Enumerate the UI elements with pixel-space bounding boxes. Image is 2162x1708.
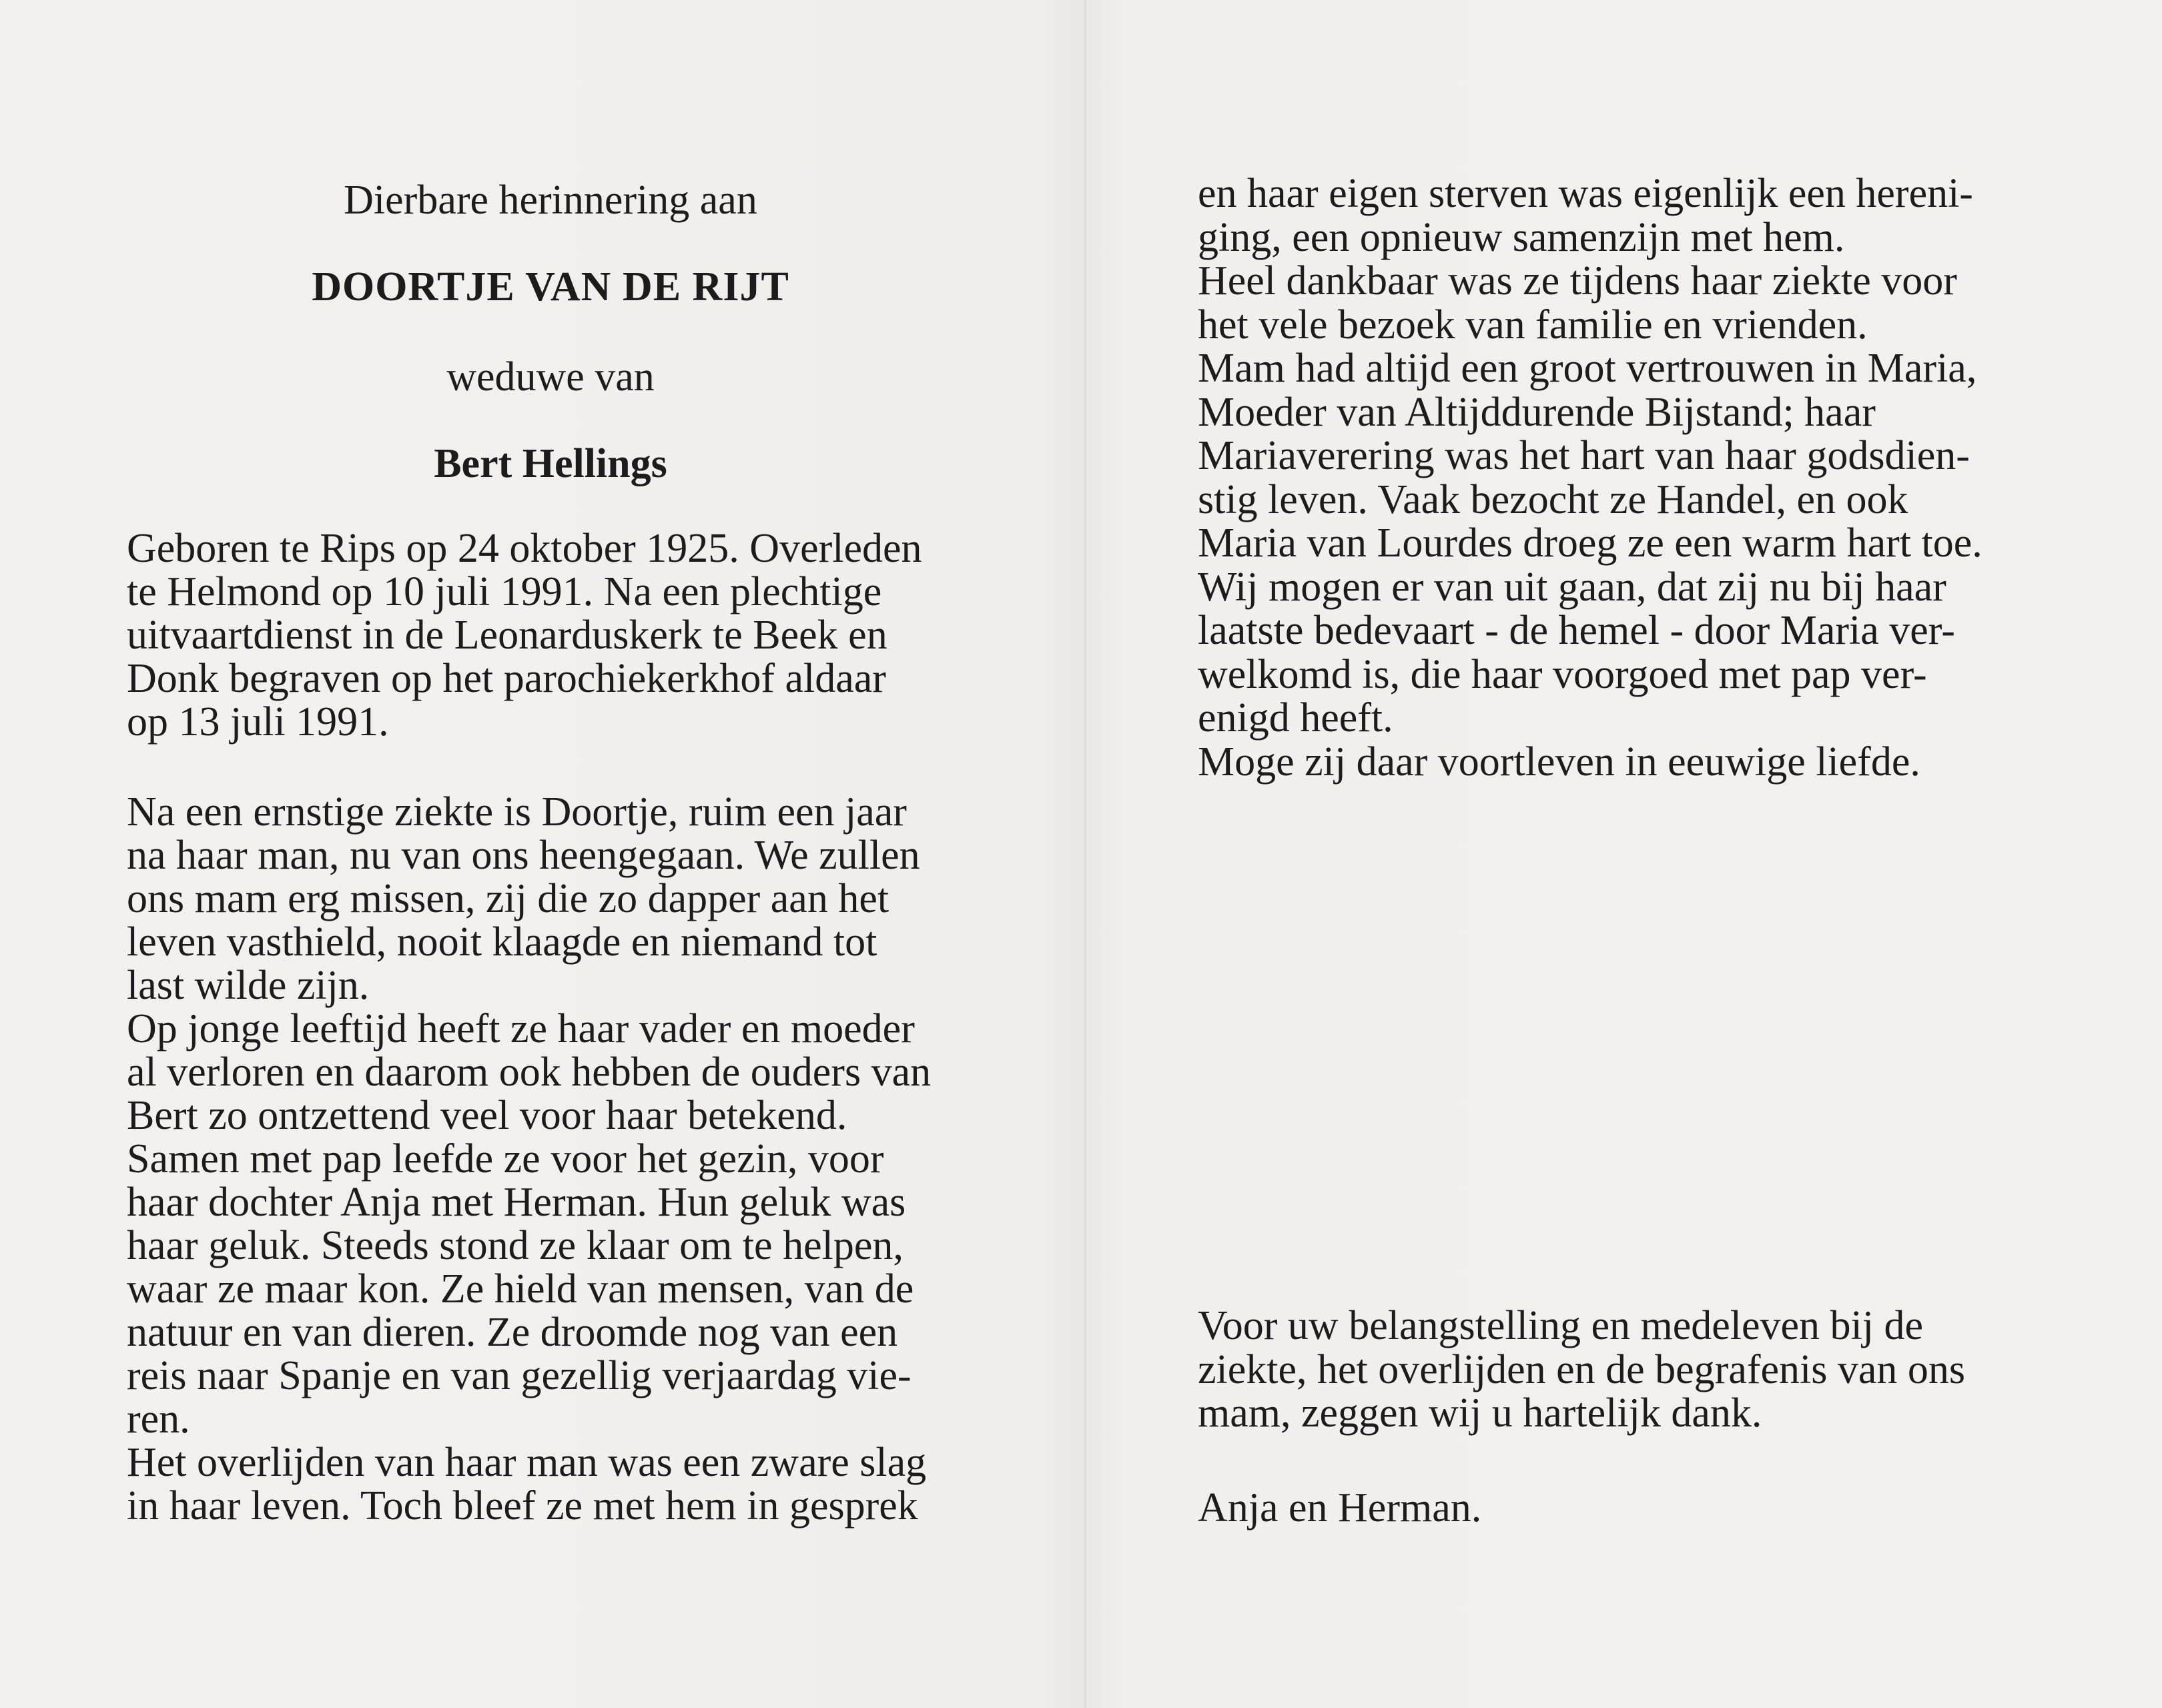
deceased-name: DOORTJE VAN DE RIJT: [312, 264, 789, 310]
left-page: [127, 0, 974, 1708]
signature: Anja en Herman.: [1198, 1485, 1482, 1531]
spouse-name: Bert Hellings: [434, 441, 667, 486]
thanks-paragraph: Voor uw belangstelling en medeleven bij de ziekte, het overlijden en de begrafenis van ons mam, zeggen wij u hartelijk dank.: [1198, 1303, 1965, 1436]
right-page: [1198, 0, 2049, 1708]
intro-line: Dierbare herinnering aan: [344, 177, 757, 223]
birth-death-paragraph: Geboren te Rips op 24 oktober 1925. Overleden te Helmond op 10 juli 1991. Na een plechtige uitvaartdienst in de Leonarduskerk te Beek en Donk begraven op het parochiekerkhof aldaar op 13 juli 1991.: [127, 526, 922, 745]
card-fold: [1084, 0, 1088, 1708]
story-paragraph-right: en haar eigen sterven was eigenlijk een hereni- ging, een opnieuw samenzijn met hem. Heel dankbaar was ze tijdens haar ziekte voor het vele bezoek van familie en vrienden. Mam had altijd een groot vertrouwen in Maria, Moeder van Altijddurende Bijstand; haar Mariaverering was het hart van haar godsdien- stig leven. Vaak bezocht ze Handel, en ook Maria van Lourdes droeg ze een warm hart toe. Wij mogen er van uit gaan, dat zij nu bij haar laatste bedevaart - de hemel - door Maria ver- welkomd is, die haar voorgoed met pap ver- enigd heeft. Moge zij daar voortleven in eeuwige liefde.: [1198, 171, 1983, 785]
story-paragraph-left: Na een ernstige ziekte is Doortje, ruim een jaar na haar man, nu van ons heengegaan. We zullen ons mam erg missen, zij die zo dapper aan het leven vasthield, nooit klaagde en niemand tot last wilde zijn. Op jonge leeftijd heeft ze haar vader en moeder al verloren en daarom ook hebben de ouders van Bert zo ontzettend veel voor haar betekend. Samen met pap leefde ze voor het gezin, voor haar dochter Anja met Herman. Hun geluk was haar geluk. Steeds stond ze klaar om te helpen, waar ze maar kon. Ze hield van mensen, van de natuur en van dieren. Ze droomde nog van een reis naar Spanje en van gezellig verjaardag vie- ren. Het overlijden van haar man was een zware slag in haar leven. Toch bleef ze met hem in gesprek: [127, 789, 932, 1529]
widow-of-line: weduwe van: [446, 354, 655, 400]
